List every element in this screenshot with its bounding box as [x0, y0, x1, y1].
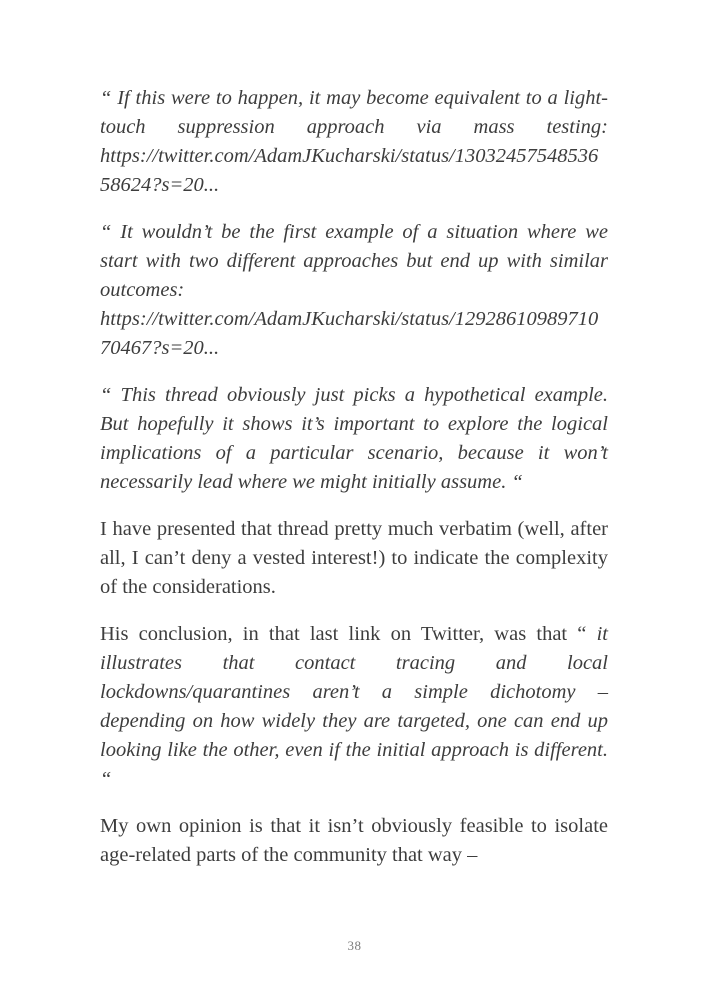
body-paragraph-verbatim: I have presented that thread pretty much verbatim (well, after all, I can’t deny a vested interest!) to indicate the complexity of the considerations.: [100, 518, 608, 598]
body-paragraph-opinion: My own opinion is that it isn’t obviously feasible to isolate age-related parts of the community that way –: [100, 815, 608, 866]
text-block: [100, 84, 608, 888]
quote-paragraph-1: “ If this were to happen, it may become equivalent to a light-touch suppression approach via mass testing: https://twitter.com/AdamJKucharski/status/1303245754853658624?s=20...: [100, 87, 608, 196]
quote-paragraph-3: “ This thread obviously just picks a hypothetical example. But hopefully it shows it’s important to explore the logical implications of a particular scenario, because it won’t necessarily lead where we might initially assume. “: [100, 384, 608, 493]
page-number: 38: [347, 938, 362, 953]
quote-paragraph-2: “ It wouldn’t be the first example of a situation where we start with two different approaches but end up with similar outcomes: https://twitter.com/AdamJKucharski/status/1292861098971070467?s=20...: [100, 221, 608, 359]
conclusion-quoted-text: it illustrates that contact tracing and local lockdowns/quarantines aren’t a simple dichotomy – depending on how widely they are targeted, one can end up looking like the other, even if the initial approach is different. “: [100, 623, 608, 790]
conclusion-lead-text: His conclusion, in that last link on Twitter, was that “: [100, 623, 597, 645]
body-paragraph-conclusion: [100, 620, 608, 794]
